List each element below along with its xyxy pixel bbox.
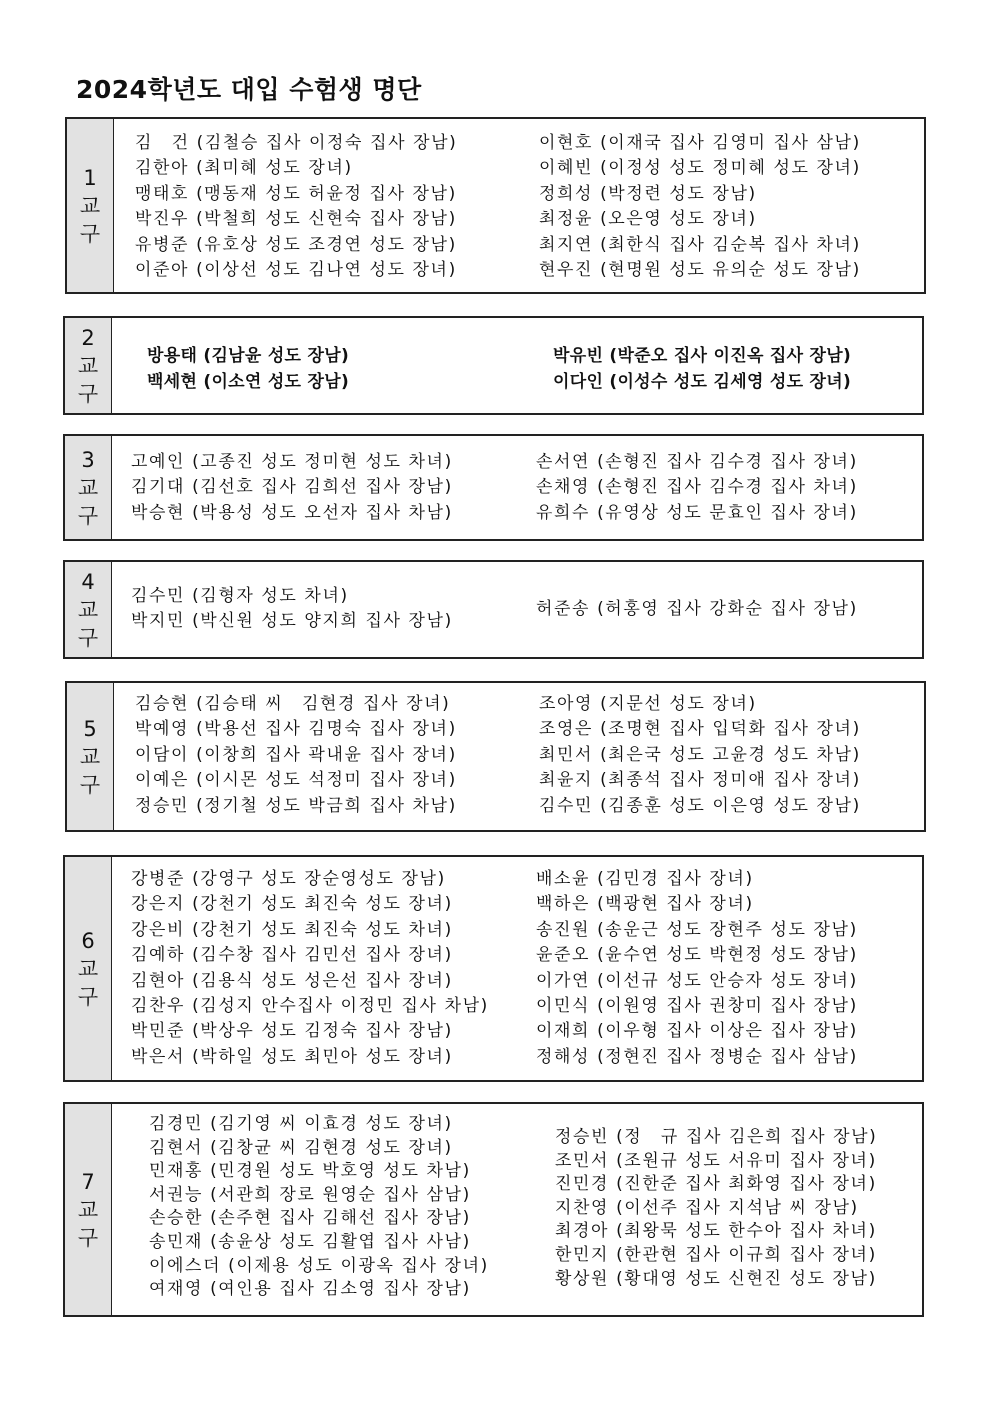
list-item: 이예은 (이시몬 성도 석정미 집사 장녀): [135, 770, 457, 791]
right-column: [536, 867, 858, 1070]
group-label-char: 교: [77, 475, 99, 500]
list-item: 한민지 (한관현 집사 이규희 집사 장녀): [555, 1244, 877, 1265]
list-item: 김찬우 (김성지 안수집사 이정민 집사 차남): [131, 995, 489, 1016]
right-column: [536, 450, 858, 526]
list-item: 지찬영 (이선주 집사 지석남 씨 장남): [555, 1197, 859, 1218]
list-item: 배소윤 (김민경 집사 장녀): [536, 869, 754, 889]
group-1: [65, 117, 926, 294]
list-item: 손승한 (손주현 집사 김해선 집사 장남): [149, 1208, 471, 1229]
list-item: 이민식 (이원영 집사 권창미 집사 장남): [536, 995, 858, 1016]
group-label: [67, 683, 114, 830]
list-item: 방용태 (김남윤 성도 장남): [147, 346, 350, 366]
list-item: 여재영 (여인용 집사 김소영 집사 장남): [149, 1279, 471, 1300]
list-item: 김수민 (김종훈 성도 이은영 성도 장남): [539, 795, 861, 816]
list-item: 허준송 (허홍영 집사 강화순 집사 장남): [536, 599, 858, 619]
group-label-char: 2: [81, 325, 95, 350]
list-item: 최윤지 (최종석 집사 정미애 집사 장녀): [539, 770, 861, 791]
group-label-char: 1: [83, 165, 97, 190]
group-label-char: 4: [81, 569, 95, 594]
group-label: [65, 318, 112, 413]
list-item: 이현호 (이재국 집사 김영미 집사 삼남): [539, 133, 861, 153]
list-item: 김경민 (김기영 씨 이효경 성도 장녀): [149, 1114, 453, 1134]
group-label-char: 교: [77, 1197, 99, 1222]
group-label-char: 구: [77, 381, 99, 406]
list-item: 김수민 (김형자 성도 차녀): [131, 586, 349, 606]
group-label-char: 구: [77, 984, 99, 1009]
left-column: [135, 131, 457, 283]
group-label: [65, 562, 112, 657]
list-item: 송민재 (송윤상 성도 김활엽 집사 사남): [149, 1231, 471, 1252]
group-label: [65, 436, 112, 539]
list-item: 김기대 (김선호 집사 김희선 집사 장남): [131, 477, 453, 498]
list-item: 김현아 (김용식 성도 성은선 집사 장녀): [131, 970, 453, 991]
left-column: [131, 867, 489, 1070]
left-column: [131, 584, 453, 635]
list-item: 김 건 (김철승 집사 이정숙 집사 장남): [135, 133, 458, 153]
list-item: 박유빈 (박준오 집사 이진옥 집사 장남): [553, 346, 852, 366]
list-item: 김승현 (김승태 씨 김현경 집사 장녀): [135, 694, 451, 714]
group-label-char: 교: [79, 193, 101, 218]
group-label-char: 교: [79, 744, 101, 769]
group-2: [63, 316, 924, 415]
list-item: 박예영 (박용선 집사 김명숙 집사 장녀): [135, 719, 457, 740]
list-item: 손채영 (손형진 집사 김수경 집사 차녀): [536, 477, 858, 498]
list-item: 손서연 (손형진 집사 김수경 집사 장녀): [536, 452, 858, 472]
list-item: 백세현 (이소연 성도 장남): [147, 372, 350, 392]
list-item: 이준아 (이상선 성도 김나연 성도 장녀): [135, 259, 457, 280]
right-column: [539, 131, 861, 283]
list-item: 조아영 (지문선 성도 장녀): [539, 694, 757, 714]
group-label: [65, 1104, 112, 1315]
list-item: 이가연 (이선규 성도 안승자 성도 장녀): [536, 970, 858, 991]
group-label-char: 3: [81, 447, 95, 472]
left-column: [131, 450, 453, 526]
group-6: [63, 855, 924, 1082]
group-label-char: 구: [77, 1225, 99, 1250]
list-item: 정승민 (정기철 성도 박금희 집사 차남): [135, 795, 457, 816]
list-item: 정희성 (박정련 성도 장남): [539, 183, 757, 204]
group-label-char: 구: [79, 772, 101, 797]
list-item: 김현서 (김창균 씨 김현경 성도 장녀): [149, 1137, 453, 1158]
left-column: [147, 343, 349, 395]
list-item: 이다인 (이성수 성도 김세영 성도 장녀): [553, 372, 852, 392]
group-7: [63, 1102, 924, 1317]
list-item: 정승빈 (정 규 집사 김은희 집사 장남): [555, 1127, 878, 1147]
list-item: 황상원 (황대영 성도 신현진 성도 장남): [555, 1268, 877, 1289]
right-column: [536, 597, 858, 622]
left-column: [135, 692, 457, 819]
group-label-char: 구: [77, 503, 99, 528]
group-label-char: 구: [77, 625, 99, 650]
group-label-char: 6: [81, 928, 95, 953]
list-item: 박진우 (박철희 성도 신현숙 집사 장남): [135, 209, 457, 230]
list-item: 민재홍 (민경원 성도 박호영 성도 차남): [149, 1161, 471, 1182]
list-item: 최경아 (최왕묵 성도 한수아 집사 차녀): [555, 1221, 877, 1242]
list-item: 유병준 (유호상 성도 조경연 성도 장남): [135, 234, 457, 255]
list-item: 현우진 (현명원 성도 유의순 성도 장남): [539, 259, 861, 280]
list-item: 송진원 (송운근 성도 장현주 성도 장남): [536, 919, 858, 940]
list-item: 김예하 (김수창 집사 김민선 집사 장녀): [131, 945, 453, 966]
group-label-char: 교: [77, 597, 99, 622]
list-item: 진민경 (진한준 집사 최화영 집사 장녀): [555, 1174, 877, 1195]
group-label: [67, 119, 114, 292]
list-item: 정해성 (정현진 집사 정병순 집사 삼남): [536, 1046, 858, 1067]
right-column: [553, 343, 851, 395]
list-item: 최지연 (최한식 집사 김순복 집사 차녀): [539, 234, 861, 255]
group-label-char: 구: [79, 221, 101, 246]
group-label-char: 5: [83, 716, 97, 741]
list-item: 맹태호 (맹동재 성도 허윤정 집사 장남): [135, 183, 457, 204]
list-item: 최민서 (최은국 성도 고윤경 성도 차남): [539, 744, 861, 765]
list-item: 최정윤 (오은영 성도 장녀): [539, 209, 757, 230]
list-item: 박승현 (박용성 성도 오선자 집사 차남): [131, 502, 453, 523]
list-item: 조영은 (조명현 집사 입덕화 집사 장녀): [539, 719, 861, 740]
group-4: [63, 560, 924, 659]
group-5: [65, 681, 926, 832]
group-label-char: 7: [81, 1169, 95, 1194]
list-item: 이혜빈 (이정성 성도 정미혜 성도 장녀): [539, 158, 861, 179]
list-item: 박민준 (박상우 성도 김정숙 집사 장남): [131, 1021, 453, 1042]
list-item: 윤준오 (윤수연 성도 박현정 성도 장남): [536, 945, 858, 966]
list-item: 강은지 (강천기 성도 최진숙 성도 장녀): [131, 894, 453, 915]
list-item: 백하은 (백광현 집사 장녀): [536, 894, 754, 915]
list-item: 이에스더 (이제용 성도 이광옥 집사 장녀): [149, 1255, 489, 1276]
group-label-char: 교: [77, 956, 99, 981]
right-column: [539, 692, 861, 819]
list-item: 박은서 (박하일 성도 최민아 성도 장녀): [131, 1046, 453, 1067]
list-item: 조민서 (조원규 성도 서유미 집사 장녀): [555, 1150, 877, 1171]
group-label-char: 교: [77, 353, 99, 378]
group-label: [65, 857, 112, 1080]
list-item: 김한아 (최미혜 성도 장녀): [135, 158, 353, 179]
group-3: [63, 434, 924, 541]
list-item: 고예인 (고종진 성도 정미현 성도 차녀): [131, 452, 453, 472]
right-column: [555, 1126, 877, 1291]
left-column: [149, 1113, 489, 1302]
list-item: 강은비 (강천기 성도 최진숙 성도 차녀): [131, 919, 453, 940]
list-item: 유희수 (유영상 성도 문효인 집사 장녀): [536, 502, 858, 523]
page-title: 2024학년도 대입 수험생 명단: [76, 75, 422, 104]
list-item: 강병준 (강영구 성도 장순영성도 장남): [131, 869, 446, 889]
list-item: 이담이 (이창희 집사 곽내윤 집사 장녀): [135, 744, 457, 765]
list-item: 이재희 (이우형 집사 이상은 집사 장남): [536, 1021, 858, 1042]
list-item: 서권능 (서관희 장로 원영순 집사 삼남): [149, 1184, 471, 1205]
list-item: 박지민 (박신원 성도 양지희 집사 장남): [131, 611, 453, 632]
